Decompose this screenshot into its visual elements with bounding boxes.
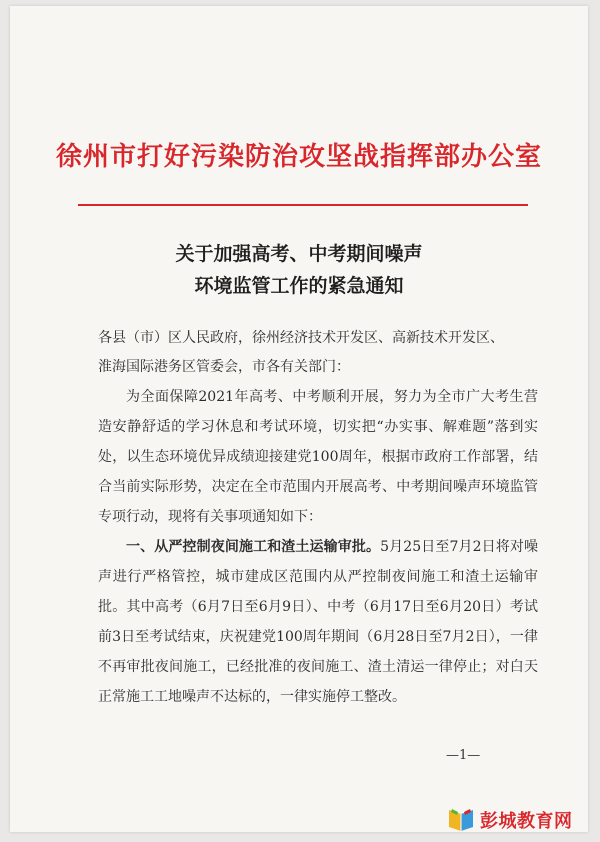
watermark-text: 彭城教育网 [480,811,573,832]
document-page [10,6,588,832]
office-title: 徐州市打好污染防治攻坚战指挥部办公室 [55,142,542,172]
red-divider [78,204,528,206]
salutation [98,324,538,382]
notice-title-line-1: 关于加强高考、中考期间噪声 [175,243,423,265]
notice-body [98,382,538,712]
salutation-line-1: 各县（市）区人民政府，徐州经济技术开发区、高新技术开发区、 [98,330,504,346]
section-one-text: 5月25日至7月2日将对噪声进行严格管控，城市建成区范围内从严控制夜间施工和渣土运输审批。其中高考（6月7日至6月9日）、中考（6月17日至6月20日）考试前3日至考试结束，庆祝建党100周年期间（6月28日至7月2日），一律不再审批夜间施工，已经批准的夜间施工、渣土清运一律停止；对白天正常施工工地噪声不达标的，一律实施停工整改。 [98,539,539,705]
site-watermark [446,806,573,834]
section-one-heading: 一、从严控制夜间施工和渣土运输审批。 [126,539,381,555]
notice-title [10,238,588,302]
intro-paragraph: 为全面保障2021年高考、中考顺利开展，努力为全市广大考生营造安静舒适的学习休息和考试环境，切实把“办实事、解难题”落到实处，以生态环境优异成绩迎接建党100周年，根据市政府工作部署，结合当前实际形势，决定在全市范围内开展高考、中考期间噪声环境监管专项行动，现将有关事项通知如下： [98,389,538,525]
notice-title-line-2: 环境监管工作的紧急通知 [194,275,404,297]
page-number: —1— [446,748,481,763]
book-icon [446,807,476,833]
section-one-paragraph [98,532,538,712]
salutation-line-2: 淮海国际港务区管委会，市各有关部门： [98,359,350,375]
